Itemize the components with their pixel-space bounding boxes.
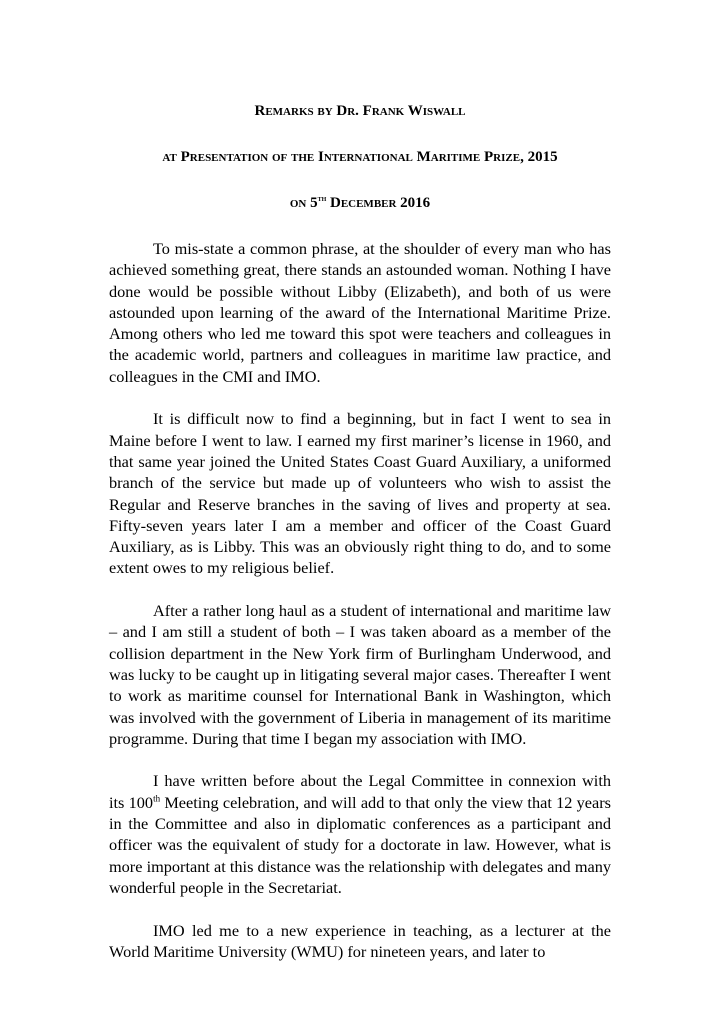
date-prefix: on 5 <box>289 195 318 211</box>
document-date <box>0 193 720 213</box>
date-ordinal: th <box>317 193 327 203</box>
paragraph-2: It is difficult now to find a beginning, but in fact I went to sea in Maine before I went to law. I earned my first mariner’s license in 1960, and that same year joined the United States Coast Guard Auxiliary, a uniformed branch of the service but made up of volunteers who wish to assist the Regular and Reserve branches in the saving of lives and property at sea. Fifty-seven years later I am a member and officer of the Coast Guard Auxiliary, as is Libby. This was an obviously right thing to do, and to some extent owes to my religious belief. <box>109 409 611 578</box>
date-suffix: December 2016 <box>326 195 431 211</box>
paragraph-4-after: Meeting celebration, and will add to that only the view that 12 years in the Committee and also in diplomatic conferences as a participant and officer was the equivalent of study for a doctorate in law. However, what is more important at this distance was the relationship with delegates and many wonderful people in the Secretariat. <box>109 792 611 897</box>
document-title-text: Remarks by Dr. Frank Wiswall <box>254 103 466 119</box>
paragraph-4 <box>109 770 611 898</box>
paragraph-4-before: I have written before about the Legal Committee in connexion with its 100 <box>109 771 611 812</box>
document-title <box>0 101 720 121</box>
document-body <box>109 238 611 983</box>
document-subtitle-text: at Presentation of the International Maritime Prize, 2015 <box>162 149 558 165</box>
paragraph-3: After a rather long haul as a student of international and maritime law – and I am still a student of both – I was taken aboard as a member of the collision department in the New York firm of Burlingham Underwood, and was lucky to be caught up in litigating several major cases. Thereafter I went to work as maritime counsel for International Bank in Washington, which was involved with the government of Liberia in management of its maritime programme. During that time I began my association with IMO. <box>109 601 611 748</box>
document-subtitle <box>0 147 720 167</box>
paragraph-5: IMO led me to a new experience in teaching, as a lecturer at the World Maritime University (WMU) for nineteen years, and later to <box>109 920 611 961</box>
paragraph-1: To mis-state a common phrase, at the shoulder of every man who has achieved something great, there stands an astounded woman. Nothing I have done would be possible without Libby (Elizabeth), and both of us were astounded upon learning of the award of the International Maritime Prize. Among others who led me toward this spot were teachers and colleagues in the academic world, partners and colleagues in maritime law practice, and colleagues in the CMI and IMO. <box>109 239 611 386</box>
paragraph-4-ordinal: th <box>153 793 161 804</box>
